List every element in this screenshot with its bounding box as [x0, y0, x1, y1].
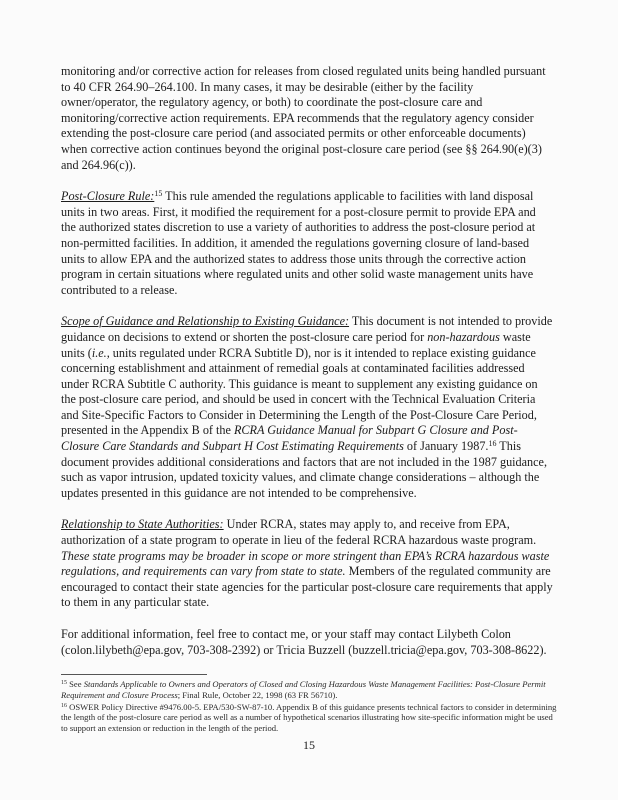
section-heading-scope: Scope of Guidance and Relationship to Existing Guidance: [61, 314, 350, 329]
footnote-ref-15[interactable]: 15 [154, 189, 163, 199]
section-heading-post-closure-rule: Post-Closure Rule: [61, 189, 155, 204]
page-number: 15 [303, 738, 315, 752]
paragraph-corrective-action: monitoring and/or corrective action for releases from closed regulated units being handled pursuant to 40 CFR 264.90–264.100. In many cases, it may be desirable (either by the facility owner/operator, the regulatory agency, or both) to coordinate the post-closure care and monitoring/corrective action requirements. EPA recommends that the regulatory agency consider extending the post-closure care period (and associated permits or other enforceable documents) when corrective action continues beyond the original post-closure care period (see §§ 264.90(e)(3) and 264.96(c)). [61, 64, 546, 172]
paragraph-scope-of-guidance: Scope of Guidance and Relationship to Existing Guidance: This document is not intended to provide guidance on decisions to extend or shorten the post-closure care period for non-hazardous waste units (i.e., units regulated under RCRA Subtitle D), nor is it intended to replace existing guidance concerning establishment and attainment of remedial goals at contaminated facilities addressed under RCRA Subtitle C authority. This guidance is meant to supplement any existing guidance on the post-closure care period, and should be used in concert with the Technical Evaluation Criteria and Site-Specific Factors to Consider in Determining the Length of the Post-Closure Care Period, presented in the Appendix B of the RCRA Guidance Manual for Subpart G Closure and Post-Closure Care Standards and Subpart H Cost Estimating Requirements of January 1987.16 This document provides additional considerations and factors that are not included in the 1987 guidance, such as vapor intrusion, updated toxicity values, and climate change considerations – although the updates presented in this guidance are not intended to be comprehensive. [61, 314, 553, 500]
paragraph-state-authorities: Relationship to State Authorities: Under RCRA, states may apply to, and receive from EPA, authorization of a state program to operate in lieu of the federal RCRA hazardous waste program. These state programs may be broader in scope or more stringent than EPA’s RCRA hazardous waste regulations, and requirements can vary from state to state. Members of the regulated community are encouraged to contact their state agencies for the particular post-closure care requirements that apply to them in any particular state. [61, 517, 553, 610]
footnotes [61, 679, 557, 735]
footnote-15: $^{15}$ See Standards Applicable to Owners and Operators of Closed and Closing Hazardous Waste Management Facilities: Post-Closure Permit Requirement and Closure Process; Final Rule, October 22, 1998 (63 FR 56710). [61, 679, 546, 700]
section-heading-state-authorities: Relationship to State Authorities: [61, 517, 224, 532]
footnote-ref-16[interactable]: 16 [488, 439, 497, 449]
body-text [61, 64, 553, 674]
paragraph-post-closure-rule: Post-Closure Rule:$^{15}$ This rule amended the regulations applicable to facilities with land disposal units in two areas. First, it modified the requirement for a post-closure permit to provide EPA and the authorized states discretion to use a variety of authorities to address the post-closure period at non-permitted facilities. In addition, it amended the regulations governing closure of land-based units to allow EPA and the authorized states to address those units through the corrective action program in certain situations where regulated units and other solid waste management units have contributed to a release. [61, 189, 536, 297]
paragraph-contact-info: For additional information, feel free to contact me, or your staff may contact Lilybeth Colon (colon.lilybeth@epa.gov, 703-308-2392) or Tricia Buzzell (buzzell.tricia@epa.gov, 703-308-8622). [61, 627, 547, 657]
footnote-separator [61, 674, 207, 675]
footnote-16: $^{16}$ OSWER Policy Directive #9476.00-5. EPA/530-SW-87-10. Appendix B of this guidance presents technical factors to consider in determining the length of the post-closure care period as well as a number of hypothetical scenarios illustrating how site-specific information might be used to support an extension or reduction in the length of the period. [61, 701, 557, 734]
manual-title: RCRA Guidance Manual for Subpart G Closure and Post-Closure Care Standards and Subpart H Cost Estimating Requirements [61, 423, 518, 454]
